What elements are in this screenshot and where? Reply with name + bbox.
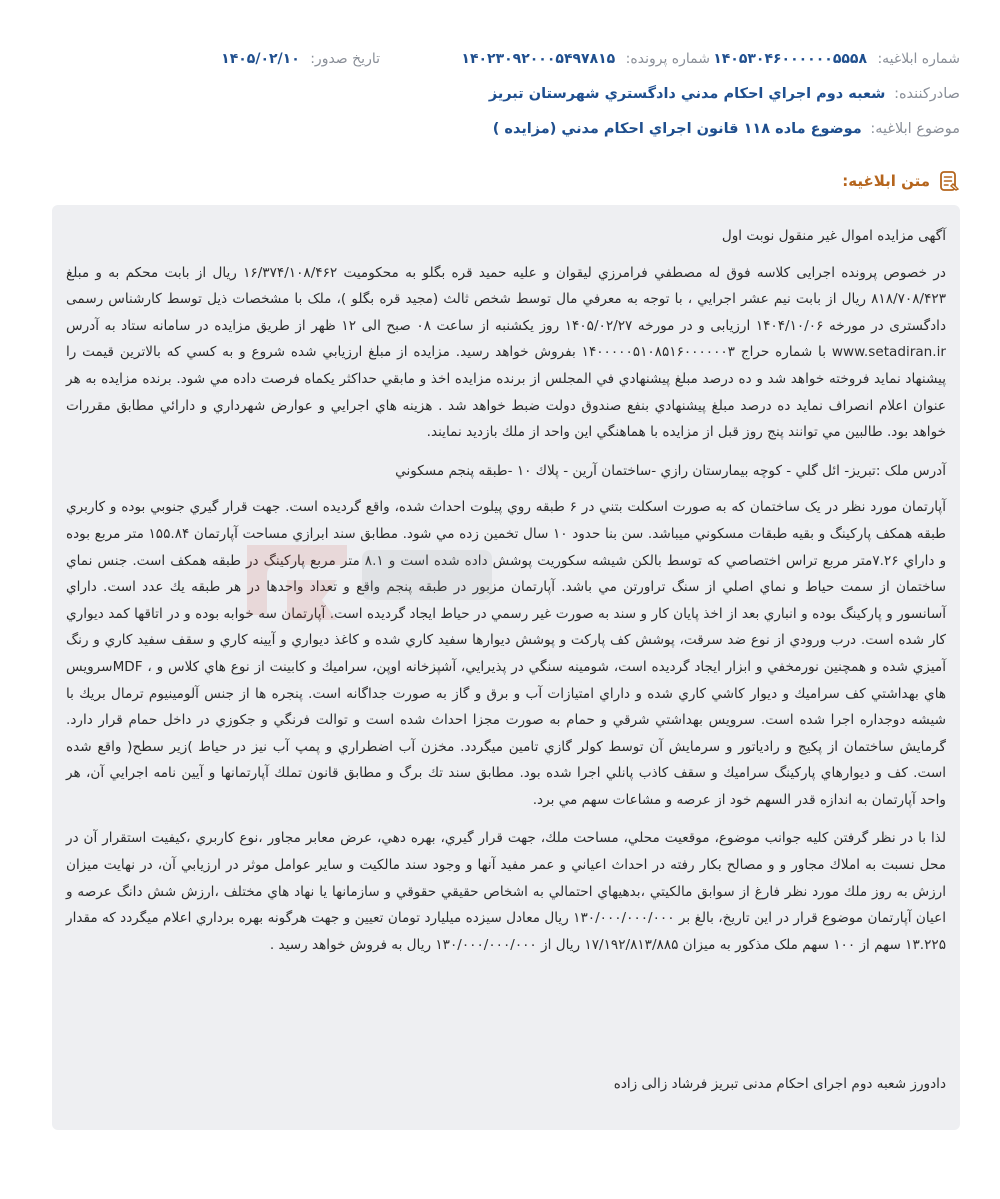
subject-label: موضوع ابلاغیه: xyxy=(870,121,960,137)
document-icon xyxy=(938,170,960,192)
subject-row xyxy=(40,121,960,137)
issuer-row xyxy=(40,86,960,102)
issue-date-label: تاریخ صدور: xyxy=(310,51,380,67)
body-signature: دادورز شعبه دوم اجرای احکام مدنی تبریز فرشاد زالی زاده xyxy=(613,1076,946,1092)
subject-value: موضوع ماده ۱۱۸ قانون اجراي احكام مدني (مزايده ) xyxy=(492,121,862,137)
issue-date-value: ۱۴۰۵/۰۲/۱۰ xyxy=(221,51,300,67)
case-number-label: شماره پرونده: xyxy=(625,51,710,67)
body-paragraph-auction: در خصوص پرونده اجرایی کلاسه فوق له مصطفي فرامرزي ليقوان و علیه حميد قره بگلو به محكوميت ۱۶/۳۷۴/۱۰۸/۴۶۲ ريال از بابت محكم به و مبلغ ۸۱۸/۷۰۸/۴۲۳ ريال از بابت نيم عشر اجرايي ، با توجه به معرفي مال توسط شخص ثالث (مجيد قره بگلو )، ملک با مشخصات ذیل توسط کارشناس رسمی دادگستری در مورخه ۱۴۰۴/۱۰/۰۶ ارزیابی و در مورخه ۱۴۰۵/۰۲/۲۷ روز يكشنبه از ساعت ۰۸ صبح الی ۱۲ ظهر از طريق مزايده در سامانه ستاد به آدرس www.setadiran.ir با شماره حراج ۱۴۰۰۰۰۰۵۱۰۸۵۱۶۰۰۰۰۰۰۳ بفروش خواهد رسيد. مزايده از مبلغ ارزيابي شده شروع و به كسي كه بالاترين قيمت را پيشنهاد نمايد فروخته خواهد شد و ده درصد مبلغ پيشنهادي في المجلس از برنده مزايده اخذ و مابقي حداكثر يكماه فرصت داده مي شود. برنده مزايده به هر عنوان اعلام انصراف نمايد ده درصد مبلغ پيشنهادي بنفع صندوق دولت ضبط خواهد شد . هزينه هاي اجرايي و عوارض شهرداري و دارائي مطابق مقررات خواهد بود. طالبين مي توانند پنج روز قبل از مزايده با هماهنگي اين واحد از ملك بازديد نمايند. xyxy=(66,264,946,441)
notification-meta-row xyxy=(40,47,960,71)
notification-text-heading xyxy=(842,170,960,192)
issuer-label: صادرکننده: xyxy=(894,86,960,102)
notification-number xyxy=(710,51,960,67)
issue-date xyxy=(80,51,380,67)
issuer-value: شعبه دوم اجراي احكام مدني دادگستري شهرستان تبريز xyxy=(488,86,886,102)
body-property-address: آدرس ملک :تبريز- ائل گلي - كوچه بيمارستان رازي -ساختمان آرين - پلاك ۱۰ -طبقه پنجم مسكوني xyxy=(395,462,946,479)
case-number-value: ۱۴۰۲۳۰۹۲۰۰۰۵۴۹۷۸۱۵ xyxy=(461,51,616,67)
notification-number-label: شماره ابلاغیه: xyxy=(877,51,960,67)
body-title: آگهی مزایده اموال غیر منقول نوبت اول xyxy=(721,228,946,244)
notification-body xyxy=(52,205,960,1130)
case-number xyxy=(380,51,710,67)
body-paragraph-description: آپارتمان مورد نظر در یک ساختمان که به صورت اسکلت بتني در ۶ طبقه روي پیلوت احداث شده، واقع گردیده است. جهت قرار گیري جنوبي بوده و کاربري طبقه همكف پاركينگ و بقیه طبقات مسكوني میباشد. سن بنا حدود ۱۰ سال تخمین زده مي شود. مطابق سند ابرازي مساحت آپارتمان ۱۵۵.۸۴ متر مربع بوده و داراي ۷.۲۶متر مربع تراس اختصاصي كه توسط بالكن شيشه سكوريت پوشش داده شده است و ۸.۱ متر مربع پاركينگ در طبقه همكف است. جنس نماي ساختمان از سمت حياط و نماي اصلي از سنگ تراورتن مي باشد. آپارتمان مزبور در طبقه پنجم واقع و تعداد واحدها در هر طبقه يك عدد است. داراي آسانسور و پاركينگ بوده و انباري بعد از اخذ پايان كار و سند به صورت غير رسمي در حياط ايجاد گرديده است. آپارتمان سه خوابه بوده و در اتاقها كمد ديواري كار شده است. درب ورودي از نوع ضد سرقت، پوشش كف پاركت و پوشش ديوارها سفيد كاري شده و كاغذ ديواري و آيينه كاري و سقف سفيد كاري و رنگ آميزي شده و همچنين نورمخفي و ابزار ايجاد گرديده است، شومينه سنگي در پذيرايي، آشپزخانه اوپن، سراميك و كابينت از نوع هاي كلاس و ، MDFسرويس هاي بهداشتي كف سراميك و ديوار كاشي كاري شده و داراي امتيازات آب و برق و گاز به صورت جداگانه است. پنجره ها از جنس آلومینیوم ترمال بريك با شيشه دوجداره اجرا شده است. سرويس بهداشتي شرقي و حمام به صورت مجزا احداث شده است و توالت فرنگي و جكوزي در داخل حمام قرار دارد. گرمايش ساختمان از پكيج و رادياتور و سرمايش آن توسط كولر گازي تامين ميگردد. مخزن آب اضطراري و پمپ آب نيز در حياط )زير سطح( واقع شده است. كف و ديوارهاي پاركينگ سراميك و سقف كاذب پانلي اجرا شده بود. مطابق سند تك برگ و مطابق قانون تملك آپارتمانها و آيين نامه اجرايي آن، هر واحد آپارتمان به اندازه قدر السهم خود از عرصه و مشاعات سهم مي برد. xyxy=(66,499,947,808)
notification-text-heading-label: متن ابلاغیه: xyxy=(842,172,930,190)
body-paragraph-valuation: لذا با در نظر گرفتن كليه جوانب موضوع، موقعيت محلي، مساحت ملك، جهت قرار گيري، بهره دهي، عرض معابر مجاور ،نوع كاربري ،كيفيت استقرار آن در محل نسبت به املاك مجاور و و مصالح بكار رفته در احداث اعياني و عمر مفيد آنها و وجود سند مالكيت و ساير عوامل موثر در ارزيابي آن، در نهايت ميزان ارزش به روز ملك مورد نظر فارغ از سوابق مالكيتي ،بدهيهاي احتمالي به اشخاص حقيقي حقوقي و سازمانها يا نهاد هاي مختلف ،ارزش شش دانگ عرصه و اعيان آپارتمان موضوع قرار در اين تاريخ، بالغ بر ۱۳۰/۰۰۰/۰۰۰/۰۰۰ ريال معادل سيزده ميليارد تومان تعيين و جهت هرگونه بهره برداري اعلام ميگردد كه مقدار ۱۳.۲۲۵ سهم از ۱۰۰ سهم ملک مذكور به ميزان ۱۷/۱۹۲/۸۱۳/۸۸۵ ريال از ۱۳۰/۰۰۰/۰۰۰/۰۰۰ ريال به فروش خواهد رسيد . xyxy=(66,830,946,953)
notification-number-value: ۱۴۰۵۳۰۴۶۰۰۰۰۰۰۵۵۵۸ xyxy=(713,51,867,67)
